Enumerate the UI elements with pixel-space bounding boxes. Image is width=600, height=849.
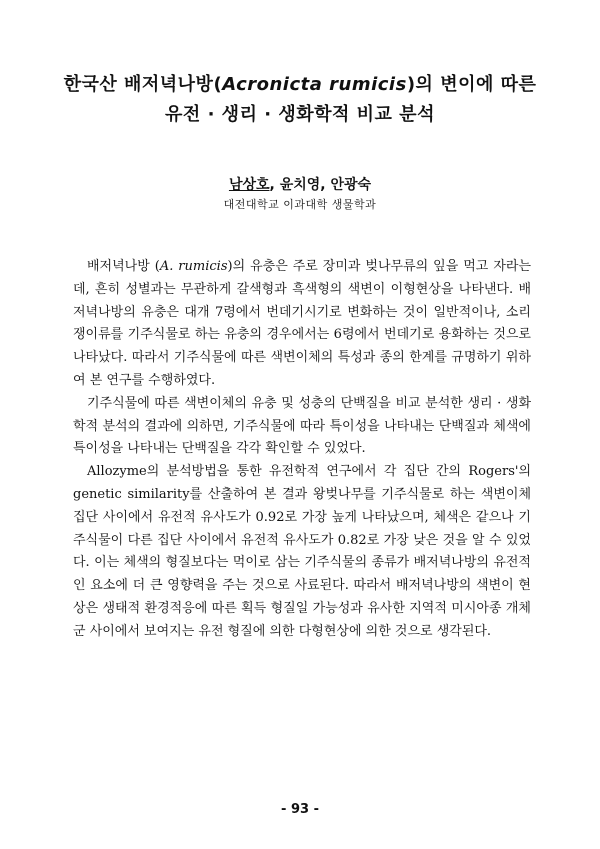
title-suffix: )의 변이에 따른 <box>406 74 537 95</box>
paragraph-1-start: 배저녁나방 ( <box>87 259 160 274</box>
presenting-author: 남상호 <box>228 177 270 193</box>
affiliation: 대전대학교 이과대학 생물학과 <box>223 198 377 211</box>
title-prefix: 한국산 배저녁나방( <box>63 74 223 95</box>
paragraph-1-rest: )의 유충은 주로 장미과 벚나무류의 잎을 먹고 자라는데, 흔히 성별과는 무관하게 갈색형과 흑색형의 색변이 이형현상을 나타낸다. 배저녁나방의 유충은 대개 7령에서 번데기시기로 변화하는 것이 일반적이나, 소리쟁이류를 기주식물로 하는 유충의 경우에서는 6령에서 번데기로 용화하는 것으로 나타났다. 따라서 기주식물에 따른 색변이체의 특성과 종의 한계를 규명하기 위하여 본 연구를 수행하였다. <box>73 259 532 388</box>
paragraph-1 <box>73 256 531 393</box>
paragraph-3: Allozyme의 분석방법을 통한 유전학적 연구에서 각 집단 간의 Rogers'의 genetic similarity를 산출하여 본 결과 왕벚나무를 기주식물로 하는 색변이체 집단 사이에서 유전적 유사도가 0.92로 가장 높게 나타났으며, 체색은 같으나 기주식물이 다른 집단 사이에서 유전적 유사도가 0.82로 가장 낮은 것을 알 수 있었다. 이는 체색의 형질보다는 먹이로 삼는 기주식물의 종류가 배저녁나방의 유전적인 요소에 더 큰 영향력을 주는 것으로 사료된다. 따라서 배저녁나방의 색변이 현상은 생태적 환경적응에 따른 획득 형질일 가능성과 유사한 지역적 미시아종 개체군 사이에서 보여지는 유전 형질에 의한 다형현상에 의한 것으로 생각된다. <box>73 464 531 639</box>
abstract-body <box>73 256 531 644</box>
page-number: - 93 - <box>281 802 319 817</box>
paragraph-2: 기주식물에 따른 색변이체의 유충 및 성충의 단백질을 비교 분석한 생리 · 생화학적 분석의 결과에 의하면, 기주식물에 따라 특이성을 나타내는 단백질과 체색에 특이성을 나타내는 단백질을 각각 확인할 수 있었다. <box>73 395 531 457</box>
author-list <box>0 174 600 194</box>
paragraph-1-species: A. rumicis <box>159 259 228 274</box>
title-line-2: 유전 · 생리 · 생화학적 비교 분석 <box>165 104 435 125</box>
co-authors: , 윤치영, 안광숙 <box>269 177 372 193</box>
title-line-1 <box>40 70 560 96</box>
title-species-name: Acronicta rumicis <box>222 74 407 95</box>
